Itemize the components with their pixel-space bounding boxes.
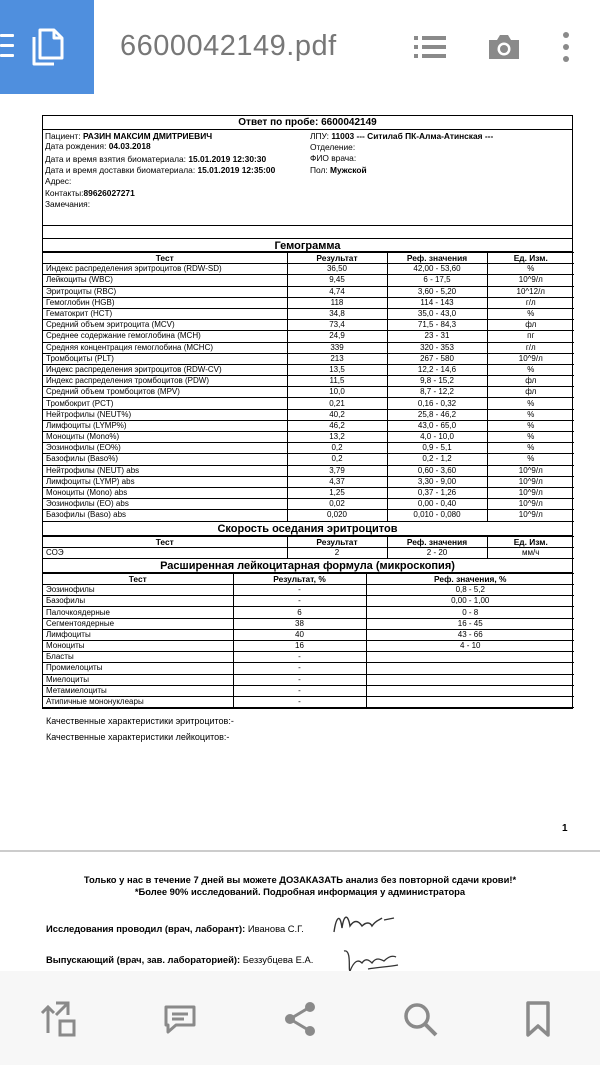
leuko-cell: Атипичные мононуклеары <box>43 696 233 707</box>
performer-name: Иванова С.Г. <box>247 923 304 934</box>
lpu-value: 11003 --- Ситилаб ПК-Алма-Атинская --- <box>331 131 494 141</box>
esr-cell: мм/ч <box>487 547 574 558</box>
dob-label: Дата рождения: <box>45 141 107 151</box>
hemogram-cell: 0,00 - 0,40 <box>387 499 487 510</box>
hemogram-row <box>43 331 574 342</box>
hemogram-cell: 10^9/л <box>487 353 574 364</box>
hemogram-cell: % <box>487 409 574 420</box>
notice-line-1: Только у нас в течение 7 дней вы можете ДОЗАКАЗАТЬ анализ без повторной сдачи крови!* <box>83 874 517 885</box>
hemogram-cell: 0,02 <box>287 499 387 510</box>
leuko-cell <box>366 696 574 707</box>
leuko-cell: 0,00 - 1,00 <box>366 596 574 607</box>
leuko-column-header: Реф. значения, % <box>366 573 574 584</box>
sample-header <box>43 116 572 130</box>
taken-value: 15.01.2019 12:30:30 <box>188 154 267 164</box>
leuko-cell: Базофилы <box>43 596 233 607</box>
leuko-cell <box>366 652 574 663</box>
delivered-value: 15.01.2019 12:35:00 <box>197 165 276 175</box>
contacts-value: 89626027271 <box>83 188 135 198</box>
notice-line-2: *Более 90% исследований. Подробная информация у администратора <box>134 886 466 897</box>
leuko-cell: Палочкоядерные <box>43 607 233 618</box>
hemogram-cell: Базофилы (Baso) abs <box>43 510 287 521</box>
hemogram-cell: 36,50 <box>287 264 387 275</box>
hemogram-cell: % <box>487 420 574 431</box>
hemogram-cell: Средняя концентрация гемоглобина (MCHC) <box>43 342 287 353</box>
hemogram-row <box>43 376 574 387</box>
hemogram-cell: Средний объем тромбоцитов (MPV) <box>43 387 287 398</box>
hemogram-cell: % <box>487 443 574 454</box>
hemogram-cell: фл <box>487 320 574 331</box>
page-number: 1 <box>562 823 568 834</box>
hemogram-row <box>43 297 574 308</box>
leuko-row <box>43 618 574 629</box>
hemogram-row <box>43 264 574 275</box>
leuko-cell: Сегментоядерные <box>43 618 233 629</box>
leuko-cell: Миелоциты <box>43 674 233 685</box>
previous-page-edge <box>196 94 306 98</box>
lab-report <box>42 115 573 709</box>
leuko-cell: Эозинофилы <box>43 585 233 596</box>
hemogram-cell: Средний объем эритроцита (MCV) <box>43 320 287 331</box>
hemogram-cell: 3,30 - 9,00 <box>387 476 487 487</box>
leuko-row <box>43 641 574 652</box>
hemogram-cell: Эозинофилы (EO%) <box>43 443 287 454</box>
leuko-row <box>43 685 574 696</box>
leuko-row <box>43 629 574 640</box>
page-divider <box>0 850 600 852</box>
hemogram-row <box>43 387 574 398</box>
leuko-cell: 6 <box>233 607 366 618</box>
leuko-row <box>43 607 574 618</box>
hemogram-cell: 9,8 - 15,2 <box>387 376 487 387</box>
hemogram-cell: 8,7 - 12,2 <box>387 387 487 398</box>
leuko-cell: - <box>233 674 366 685</box>
hemogram-cell: 4,0 - 10,0 <box>387 432 487 443</box>
menu-icon[interactable] <box>0 34 14 58</box>
hemogram-cell: 0,21 <box>287 398 387 409</box>
leuko-column-header: Результат, % <box>233 573 366 584</box>
hemogram-cell: 0,37 - 1,26 <box>387 487 487 498</box>
hemogram-table <box>43 252 574 522</box>
lpu-label: ЛПУ: <box>310 131 329 141</box>
leuko-cell: 43 - 66 <box>366 629 574 640</box>
hemogram-cell: % <box>487 398 574 409</box>
hemogram-cell: фл <box>487 376 574 387</box>
hemogram-cell: 0,2 <box>287 454 387 465</box>
leuko-cell: - <box>233 596 366 607</box>
remarks-label: Замечания: <box>45 199 91 209</box>
esr-cell: 2 - 20 <box>387 547 487 558</box>
hemogram-row <box>43 487 574 498</box>
hemogram-cell: Гемоглобин (HGB) <box>43 297 287 308</box>
leuko-cell: Лимфоциты <box>43 629 233 640</box>
hemogram-column-header: Результат <box>287 253 387 264</box>
hemogram-row <box>43 476 574 487</box>
hemogram-row <box>43 353 574 364</box>
hemogram-row <box>43 454 574 465</box>
hemogram-cell: Среднее содержание гемоглобина (MCH) <box>43 331 287 342</box>
hemogram-cell: 13,2 <box>287 432 387 443</box>
hemogram-cell: 40,2 <box>287 409 387 420</box>
hemogram-title: Гемограмма <box>43 238 572 252</box>
hemogram-cell: Индекс распределения эритроцитов (RDW-SD) <box>43 264 287 275</box>
comment-icon[interactable] <box>160 999 200 1039</box>
hemogram-cell: Лейкоциты (WBC) <box>43 275 287 286</box>
hemogram-cell: Нейтрофилы (NEUT) abs <box>43 465 287 476</box>
hemogram-cell: Тромбокрит (PCT) <box>43 398 287 409</box>
leuko-cell: 38 <box>233 618 366 629</box>
hemogram-cell: Моноциты (Mono) abs <box>43 487 287 498</box>
hemogram-cell: фл <box>487 387 574 398</box>
hemogram-cell: 73,4 <box>287 320 387 331</box>
hemogram-cell: 10^9/л <box>487 499 574 510</box>
hemogram-row <box>43 409 574 420</box>
hemogram-cell: 339 <box>287 342 387 353</box>
leuko-cell: Метамиелоциты <box>43 685 233 696</box>
hemogram-cell: Базофилы (Baso%) <box>43 454 287 465</box>
esr-cell: 2 <box>287 547 387 558</box>
hemogram-cell: 11,5 <box>287 376 387 387</box>
hemogram-cell: 46,2 <box>287 420 387 431</box>
hemogram-cell: 3,79 <box>287 465 387 476</box>
hemogram-row <box>43 443 574 454</box>
hemogram-cell: % <box>487 364 574 375</box>
esr-header-row <box>43 536 574 547</box>
dob-value: 04.03.2018 <box>108 141 151 151</box>
performer-signature <box>328 906 400 940</box>
doctor-label: ФИО врача: <box>310 153 357 163</box>
leuko-row <box>43 663 574 674</box>
hemogram-cell: 0,2 - 1,2 <box>387 454 487 465</box>
leuko-cell <box>366 674 574 685</box>
issuer-name: Беззубцева Е.А. <box>242 954 314 965</box>
hemogram-cell: Индекс распределения тромбоцитов (PDW) <box>43 376 287 387</box>
hemogram-cell: 25,8 - 46,2 <box>387 409 487 420</box>
leuko-cell: - <box>233 585 366 596</box>
leuko-header-row <box>43 573 574 584</box>
performer-line <box>46 923 304 934</box>
document-icon[interactable] <box>30 28 64 66</box>
hemogram-cell: 267 - 580 <box>387 353 487 364</box>
leuko-cell: - <box>233 652 366 663</box>
leuko-row <box>43 696 574 707</box>
patient-label: Пациент: <box>45 131 81 141</box>
hemogram-cell: 24,9 <box>287 331 387 342</box>
hemogram-cell: 0,9 - 5,1 <box>387 443 487 454</box>
bookmark-icon[interactable] <box>518 999 558 1039</box>
hemogram-cell: Лимфоциты (LYMP%) <box>43 420 287 431</box>
leuko-cell: - <box>233 685 366 696</box>
hemogram-cell: г/л <box>487 342 574 353</box>
leuko-cell <box>366 685 574 696</box>
hemogram-cell: 3,60 - 5,20 <box>387 286 487 297</box>
leuko-cell: 16 <box>233 641 366 652</box>
hemogram-cell: 42,00 - 53,60 <box>387 264 487 275</box>
esr-column-header: Реф. значения <box>387 536 487 547</box>
leuko-title: Расширенная лейкоцитарная формула (микроскопия) <box>43 559 572 573</box>
leuko-cell: Бласты <box>43 652 233 663</box>
top-toolbar <box>0 0 600 94</box>
esr-column-header: Тест <box>43 536 287 547</box>
hemogram-header-row <box>43 253 574 264</box>
hemogram-cell: 10^12/л <box>487 286 574 297</box>
hemogram-cell: 9,45 <box>287 275 387 286</box>
leuko-cell: - <box>233 663 366 674</box>
address-label: Адрес: <box>45 176 72 186</box>
sex-value: Мужской <box>330 165 367 175</box>
hemogram-cell: 114 - 143 <box>387 297 487 308</box>
issuer-label: Выпускающий (врач, зав. лабораторией): <box>46 954 241 965</box>
hemogram-row <box>43 510 574 521</box>
hemogram-row <box>43 342 574 353</box>
esr-title: Скорость оседания эритроцитов <box>43 522 572 536</box>
hemogram-cell: 320 - 353 <box>387 342 487 353</box>
leuko-cell: 4 - 10 <box>366 641 574 652</box>
hemogram-row <box>43 398 574 409</box>
leuko-cell: Промиелоциты <box>43 663 233 674</box>
hemogram-cell: 34,8 <box>287 308 387 319</box>
hemogram-cell: 12,2 - 14,6 <box>387 364 487 375</box>
hemogram-column-header: Тест <box>43 253 287 264</box>
hemogram-row <box>43 320 574 331</box>
hemogram-column-header: Ед. Изм. <box>487 253 574 264</box>
hemogram-cell: 13,5 <box>287 364 387 375</box>
leuko-row <box>43 596 574 607</box>
hemogram-cell: % <box>487 454 574 465</box>
hemogram-cell: 0,020 <box>287 510 387 521</box>
leuko-row <box>43 674 574 685</box>
leukocyte-quality: Качественные характеристики лейкоцитов:- <box>46 732 230 742</box>
leuko-cell: - <box>233 696 366 707</box>
share-icon[interactable] <box>280 999 320 1039</box>
esr-table <box>43 536 574 559</box>
camera-icon[interactable] <box>486 30 522 64</box>
delivered-label: Дата и время доставки биоматериала: <box>45 165 196 175</box>
esr-column-header: Ед. Изм. <box>487 536 574 547</box>
hemogram-cell: 10^9/л <box>487 487 574 498</box>
hemogram-cell: 0,2 <box>287 443 387 454</box>
hemogram-row <box>43 420 574 431</box>
hemogram-row <box>43 465 574 476</box>
hemogram-cell: 10^9/л <box>487 275 574 286</box>
hemogram-row <box>43 308 574 319</box>
leuko-row <box>43 652 574 663</box>
hemogram-cell: Гематокрит (HCT) <box>43 308 287 319</box>
hemogram-cell: 43,0 - 65,0 <box>387 420 487 431</box>
hemogram-cell: Моноциты (Mono%) <box>43 432 287 443</box>
hemogram-column-header: Реф. значения <box>387 253 487 264</box>
issuer-line <box>46 954 313 965</box>
contacts-label: Контакты: <box>45 188 84 198</box>
hemogram-cell: Тромбоциты (PLT) <box>43 353 287 364</box>
leuko-cell: 16 - 45 <box>366 618 574 629</box>
more-vert-icon[interactable] <box>548 30 584 64</box>
hemogram-cell: % <box>487 432 574 443</box>
hemogram-cell: 23 - 31 <box>387 331 487 342</box>
hemogram-cell: 71,5 - 84,3 <box>387 320 487 331</box>
hemogram-cell: Эритроциты (RBC) <box>43 286 287 297</box>
leuko-cell: Моноциты <box>43 641 233 652</box>
esr-cell: СОЭ <box>43 547 287 558</box>
leuko-row <box>43 585 574 596</box>
hemogram-cell: Эозинофилы (EO) abs <box>43 499 287 510</box>
hemogram-cell: г/л <box>487 297 574 308</box>
leuko-column-header: Тест <box>43 573 233 584</box>
hemogram-cell: 35,0 - 43,0 <box>387 308 487 319</box>
patient-name: РАЗИН МАКСИМ ДМИТРИЕВИЧ <box>82 131 213 141</box>
leuko-cell: 40 <box>233 629 366 640</box>
document-title: 6600042149.pdf <box>120 30 337 62</box>
hemogram-cell: 6 - 17,5 <box>387 275 487 286</box>
leuko-cell: 0,8 - 5,2 <box>366 585 574 596</box>
hemogram-row <box>43 286 574 297</box>
bottom-toolbar <box>0 971 600 1065</box>
hemogram-cell: 4,74 <box>287 286 387 297</box>
hemogram-cell: 10^9/л <box>487 465 574 476</box>
hemogram-cell: 0,010 - 0,080 <box>387 510 487 521</box>
performer-label: Исследования проводил (врач, лаборант): <box>46 923 246 934</box>
hemogram-cell: Нейтрофилы (NEUT%) <box>43 409 287 420</box>
hemogram-row <box>43 499 574 510</box>
hemogram-cell: % <box>487 264 574 275</box>
patient-info <box>43 130 572 226</box>
taken-label: Дата и время взятия биоматериала: <box>45 154 186 164</box>
leuko-cell: 0 - 8 <box>366 607 574 618</box>
hemogram-cell: 0,16 - 0,32 <box>387 398 487 409</box>
hemogram-cell: 0,60 - 3,60 <box>387 465 487 476</box>
sex-label: Пол: <box>310 165 328 175</box>
leuko-table <box>43 573 574 708</box>
search-icon[interactable] <box>400 999 440 1039</box>
hemogram-cell: 118 <box>287 297 387 308</box>
hemogram-row <box>43 364 574 375</box>
hemogram-cell: пг <box>487 331 574 342</box>
hemogram-row <box>43 432 574 443</box>
sample-label: Ответ по пробе: <box>238 117 319 128</box>
hemogram-cell: Лимфоциты (LYMP) abs <box>43 476 287 487</box>
list-icon[interactable] <box>412 30 448 64</box>
hemogram-cell: 10^9/л <box>487 510 574 521</box>
leuko-cell <box>366 663 574 674</box>
hemogram-cell: 1,25 <box>287 487 387 498</box>
erythrocyte-quality: Качественные характеристики эритроцитов:- <box>46 716 234 726</box>
hemogram-cell: % <box>487 308 574 319</box>
hemogram-cell: 10,0 <box>287 387 387 398</box>
sample-number: 6600042149 <box>321 117 377 128</box>
hemogram-cell: 10^9/л <box>487 476 574 487</box>
convert-icon[interactable] <box>38 999 78 1039</box>
department-label: Отделение: <box>310 142 356 152</box>
esr-row <box>43 547 574 558</box>
hemogram-row <box>43 275 574 286</box>
hemogram-cell: 213 <box>287 353 387 364</box>
hemogram-cell: Индекс распределения эритроцитов (RDW-CV) <box>43 364 287 375</box>
esr-column-header: Результат <box>287 536 387 547</box>
hemogram-cell: 4,37 <box>287 476 387 487</box>
